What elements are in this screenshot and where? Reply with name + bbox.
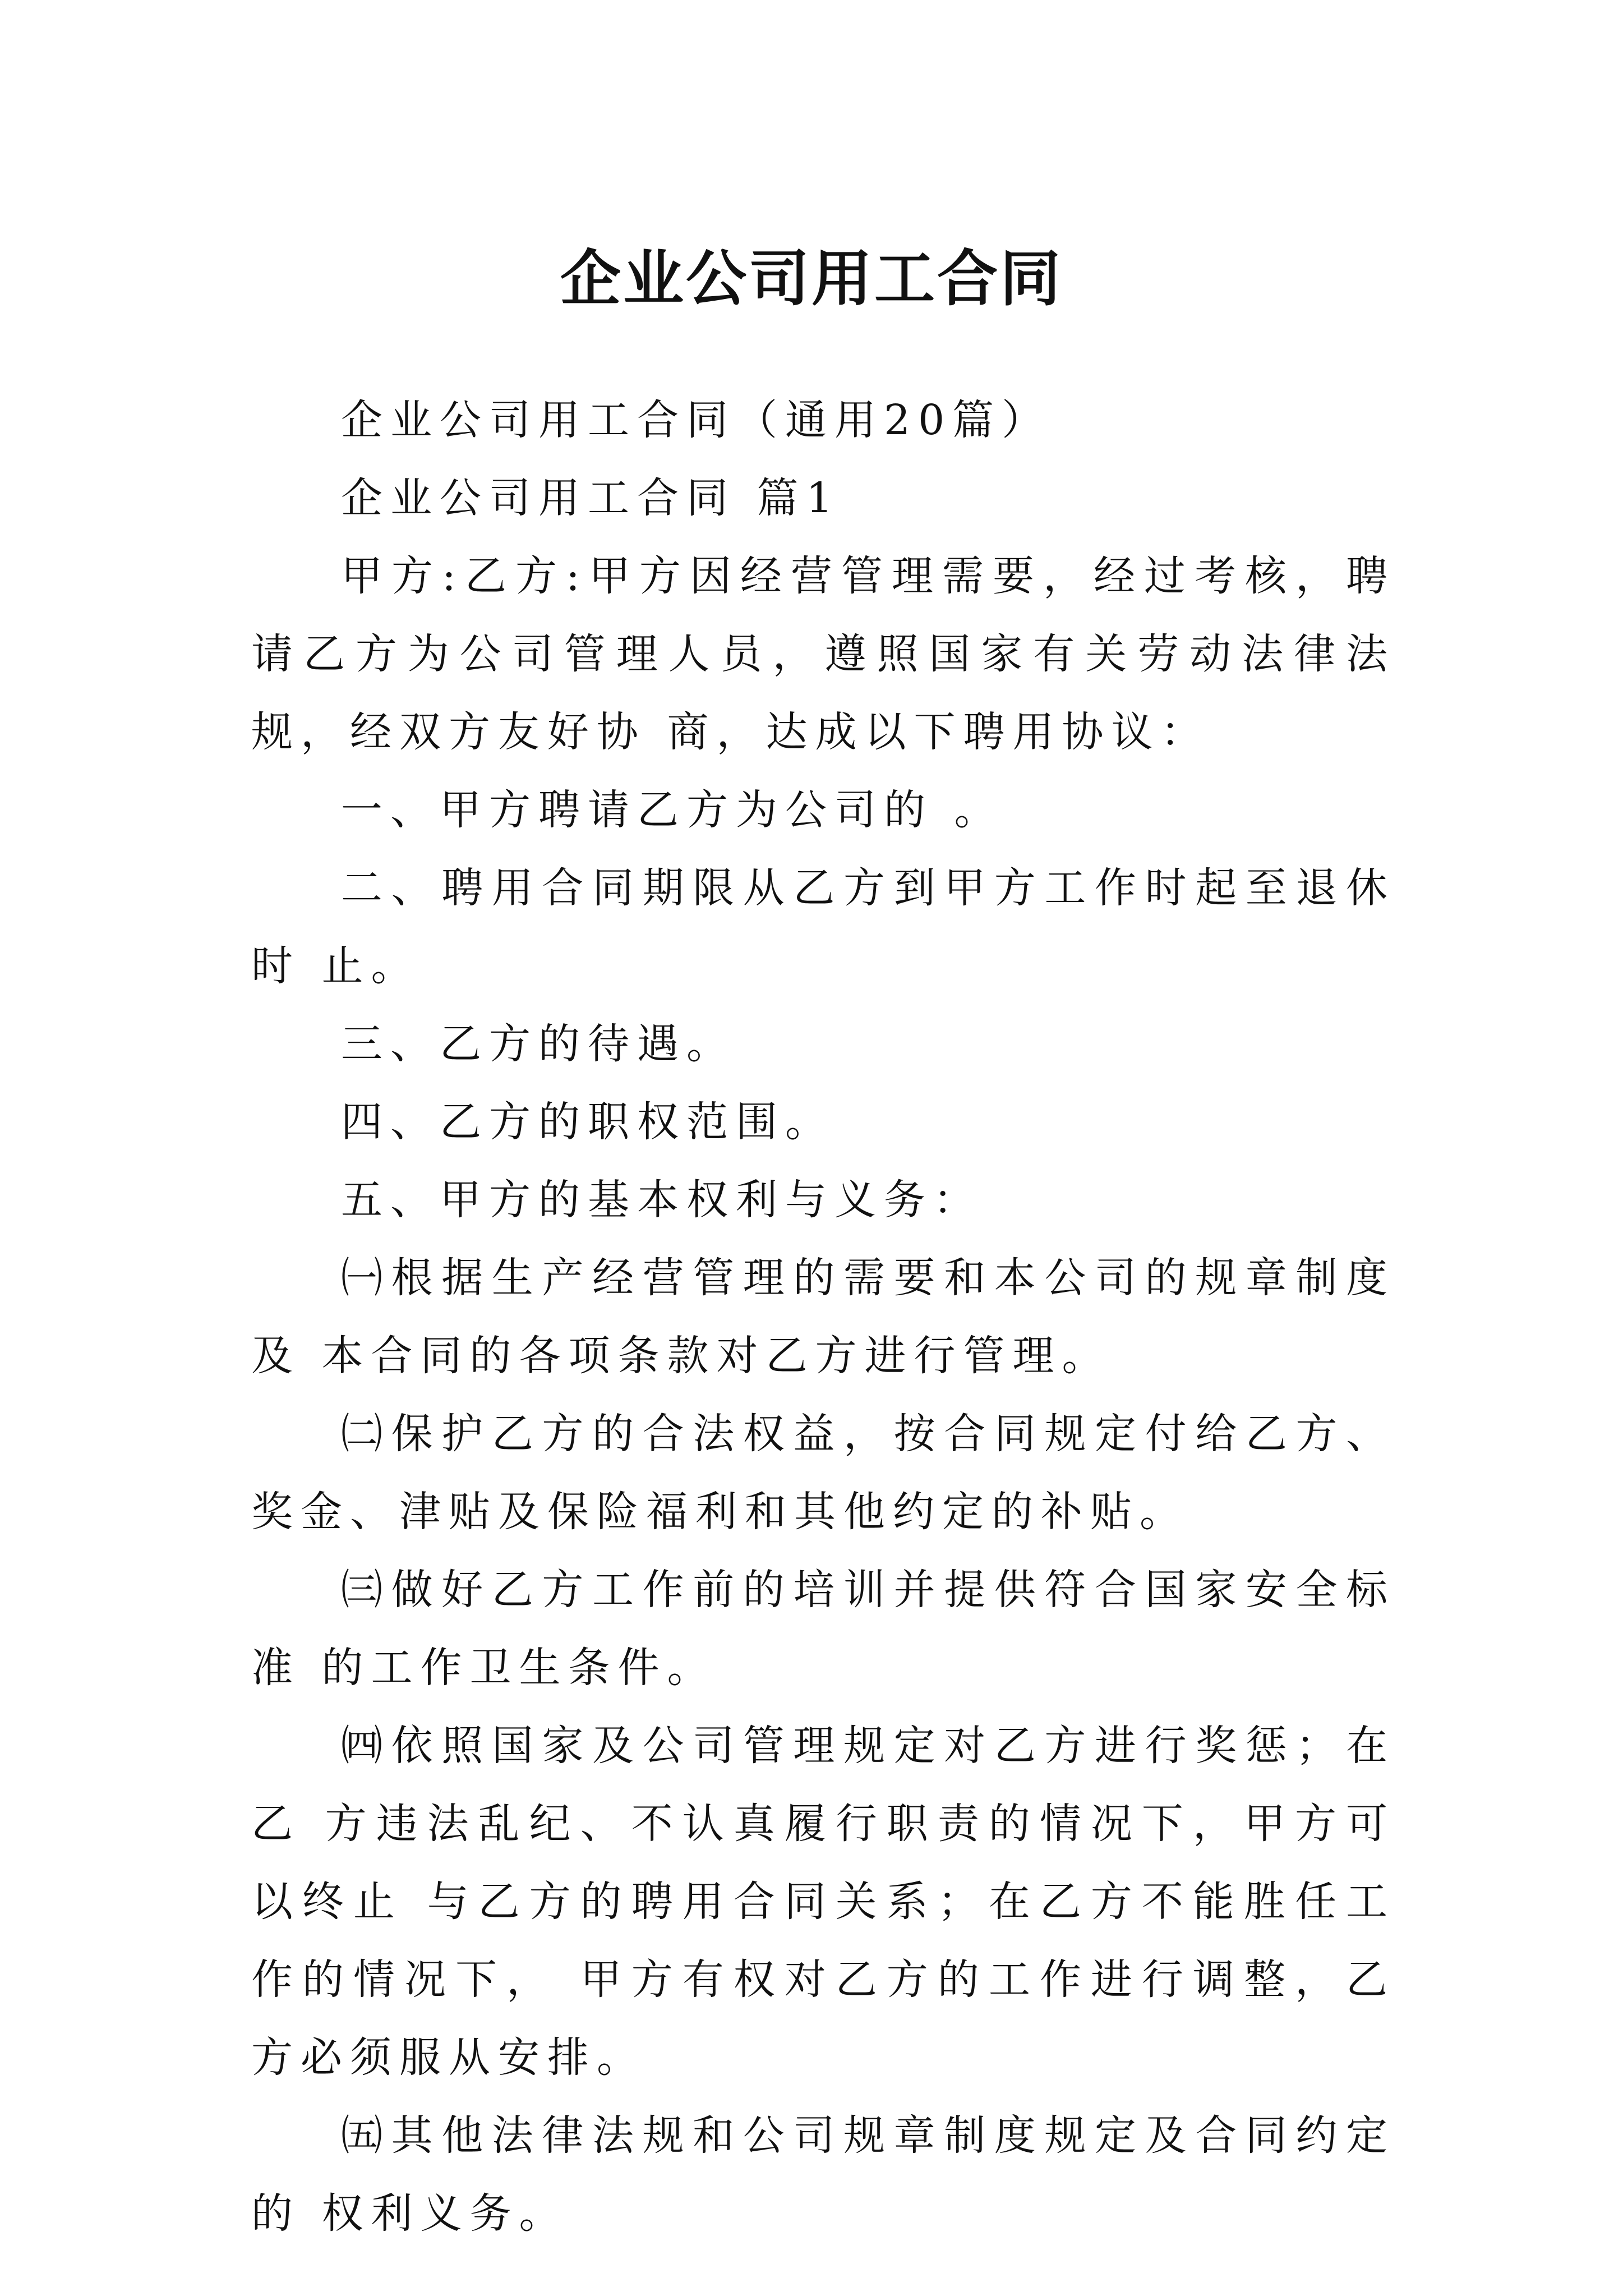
sub-clause-4: ㈣依照国家及公司管理规定对乙方进行奖惩；在乙 方违法乱纪、不认真履行职责的情况下，甲方可以终止 与乙方的聘用合同关系；在乙方不能胜任工作的情况下， 甲方有权对乙方的工作进行调整，乙方必须服从安排。 (251, 1722, 1395, 2082)
clause-1: 一、甲方聘请乙方为公司的 。 (341, 786, 1004, 834)
sub-clause-2: ㈡保护乙方的合法权益，按合同规定付给乙方、 奖金、津贴及保险福利和其他约定的补贴。 (251, 1410, 1395, 1536)
subtitle-paragraph: 企业公司用工合同（通用20篇） (341, 396, 1052, 444)
clause-3: 三、乙方的待遇。 (341, 1020, 736, 1068)
clause-5: 五、甲方的基本权利与义务： (341, 1176, 983, 1224)
body-paragraph: 甲方:乙方:甲方因经营管理需要，经过考核，聘请乙方为公司管理人员，遵照国家有关劳动法律法规，经双方友好协 商，达成以下聘用协议： (251, 552, 1395, 756)
sub-clause-3: ㈢做好乙方工作前的培训并提供符合国家安全标准 的工作卫生条件。 (251, 1566, 1395, 1692)
clause-4: 四、乙方的职权范围。 (341, 1098, 834, 1146)
document-body (251, 381, 1395, 2253)
clause-2: 二、聘用合同期限从乙方到甲方工作时起至退休时 止。 (251, 864, 1395, 990)
section-heading: 企业公司用工合同 篇1 (341, 474, 841, 522)
sub-clause-5: ㈤其他法律法规和公司规章制度规定及合同约定的 权利义务。 (251, 2111, 1395, 2238)
sub-clause-1: ㈠根据生产经营管理的需要和本公司的规章制度及 本合同的各项条款对乙方进行管理。 (251, 1254, 1395, 1380)
page-title: 企业公司用工合同 (560, 243, 1063, 315)
